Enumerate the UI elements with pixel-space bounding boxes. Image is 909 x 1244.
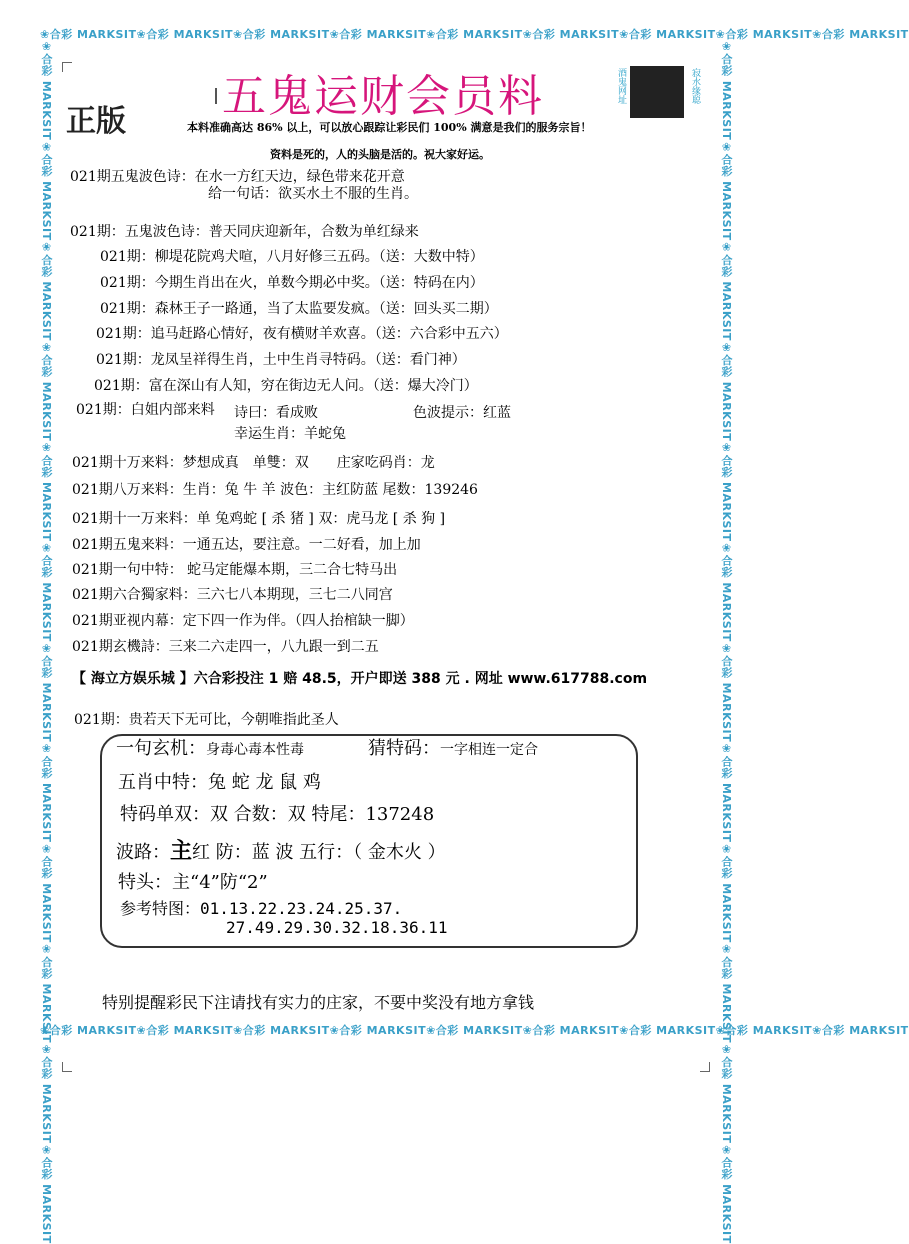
page-title: 五鬼运财会员料 [222, 71, 544, 122]
qr-image [630, 66, 684, 118]
line-pre-box: 021期：贵若天下无可比，今朝唯指此圣人 [74, 712, 339, 728]
five-zodiac-row: 五肖中特：兔 蛇 龙 鼠 鸡 [118, 772, 321, 793]
riddle-value: 身毒心毒本性毒 [206, 742, 304, 758]
footer-reminder: 特别提醒彩民下注请找有实力的庄家，不要中奖没有地方拿钱 [102, 993, 535, 1012]
border-watermark-top: ❀合彩 MARKSIT❀合彩 MARKSIT❀合彩 MARKSIT❀合彩 MARKSIT❀合彩 MARKSIT❀合彩 MARKSIT❀合彩 MARKSIT❀合彩 MARKSIT❀合彩 MARKSIT [40, 28, 909, 41]
border-text: ❀合彩 MARKSIT [40, 1024, 137, 1037]
line-lucky-zodiac: 幸运生肖：羊蛇兔 [234, 426, 346, 442]
riddle-row [116, 734, 304, 760]
line-five-ghost-source: 021期五鬼来料：一通五达，要注意。一二好看，加上加 [72, 537, 421, 553]
line-baijie-source: 021期：白姐内部来料 [76, 402, 215, 418]
border-watermark-right: ❀合彩 MARKSIT❀合彩 MARKSIT❀合彩 MARKSIT❀合彩 MARKSIT❀合彩 MARKSIT❀合彩 MARKSIT❀合彩 MARKSIT❀合彩 MARKSIT❀合彩 MARKSIT❀合彩 MARKSIT❀合彩 MARKSIT❀合彩 MARKSIT [720, 40, 733, 1244]
reference-numbers-2: 27.49.29.30.32.18.36.11 [226, 918, 448, 937]
reference-row [120, 896, 402, 919]
border-text: ❀合彩 MARKSIT [40, 28, 137, 41]
border-watermark-left: ❀合彩 MARKSIT❀合彩 MARKSIT❀合彩 MARKSIT❀合彩 MARKSIT❀合彩 MARKSIT❀合彩 MARKSIT❀合彩 MARKSIT❀合彩 MARKSIT❀合彩 MARKSIT❀合彩 MARKSIT❀合彩 MARKSIT❀合彩 MARKSIT [40, 40, 53, 1244]
line-poem-4: 021期：追马赶路心情好，夜有横财羊欢喜。（送：六合彩中五六） [96, 326, 508, 342]
wave-label: 波路： [116, 842, 170, 863]
border-watermark-bottom: ❀合彩 MARKSIT❀合彩 MARKSIT❀合彩 MARKSIT❀合彩 MARKSIT❀合彩 MARKSIT❀合彩 MARKSIT❀合彩 MARKSIT❀合彩 MARKSIT❀合彩 MARKSIT [40, 1024, 909, 1037]
line-atv-insider: 021期亚视内幕：定下四一作为伴。（四人抬棺缺一脚） [72, 613, 414, 629]
line-poem-says: 诗曰：看成败 [234, 405, 318, 421]
line-80k-source: 021期八万来料：生肖：兔 牛 羊 波色：主红防蓝 尾数：139246 [72, 482, 478, 498]
line-poem-2: 021期：今期生肖出在火，单数今期必中奖。（送：特码在内） [100, 275, 484, 291]
line-poem-3: 021期：森林王子一路通，当了太监要发疯。（送：回头买二期） [100, 301, 498, 317]
line-one-sentence-special: 021期一句中特： 蛇马定能爆本期，三二合七特马出 [72, 562, 398, 578]
line-110k-source: 021期十一万来料：单 兔鸡蛇 [ 杀 猪 ] 双：虎马龙 [ 杀 狗 ] [72, 511, 446, 527]
line-exclusive-source: 021期六合獨家料：三六七八本期现，三七二八同宫 [72, 587, 393, 603]
line-mystery-poem: 021期玄機詩：三来二六走四一，八九跟一到二五 [72, 639, 379, 655]
wave-main: 主 [170, 838, 193, 864]
line-poem-6: 021期：富在深山有人知，穷在街边无人问。（送：爆大冷门） [94, 378, 478, 394]
line-one-sentence: 给一句话：欲买水土不服的生肖。 [208, 186, 418, 202]
line-poem-5: 021期：龙凤呈祥得生肖，土中生肖寻特码。（送：看门神） [96, 352, 466, 368]
wave-detail: 红 防：蓝 波 五行：（ 金木火 ） [192, 842, 446, 863]
line-five-ghost-poem: 021期五鬼波色诗：在水一方红天边，绿色带来花开意 [70, 169, 405, 185]
qr-code [612, 66, 702, 122]
crop-mark [62, 62, 72, 72]
title-cursor-mark [215, 88, 217, 104]
line-wave-poem: 021期：五鬼波色诗：普天同庆迎新年，合数为单红绿来 [70, 224, 419, 240]
reference-numbers-1: 01.13.22.23.24.25.37. [200, 899, 403, 918]
line-color-hint: 色波提示：红蓝 [413, 405, 511, 421]
subtitle-luck: 资料是死的，人的头脑是活的。祝大家好运。 [270, 148, 490, 161]
reference-label: 参考特图： [120, 899, 201, 918]
subtitle-accuracy: 本料准确高达 86% 以上，可以放心跟踪让彩民们 100% 满意是我们的服务宗旨！ [187, 121, 592, 134]
crop-mark [700, 1062, 710, 1072]
line-poem-1: 021期：柳堤花院鸡犬喧，八月好修三五码。（送：大数中特） [100, 249, 484, 265]
qr-side-text-left: 酒鬼网址 [616, 68, 626, 104]
guess-value: 一字相连一定合 [440, 742, 538, 758]
wave-row [116, 834, 446, 865]
odd-even-row: 特码单双：双 合数：双 特尾：137248 [120, 804, 435, 825]
riddle-label: 一句玄机： [116, 738, 206, 759]
casino-ad: 【 海立方娱乐城 】六合彩投注 1 赔 48.5，开户即送 388 元 . 网址 www.617788.com [72, 671, 648, 687]
guess-label: 猜特码： [368, 738, 440, 759]
crop-mark [62, 1062, 72, 1072]
edition-label: 正版 [66, 104, 126, 139]
guess-row [368, 734, 538, 760]
qr-side-text-right: 寂水缘聪 [690, 68, 700, 104]
line-100k-source: 021期十万来料：梦想成真 单雙：双 庄家吃码肖：龙 [72, 455, 435, 471]
special-head-row: 特头：主“4”防“2” [118, 872, 268, 893]
